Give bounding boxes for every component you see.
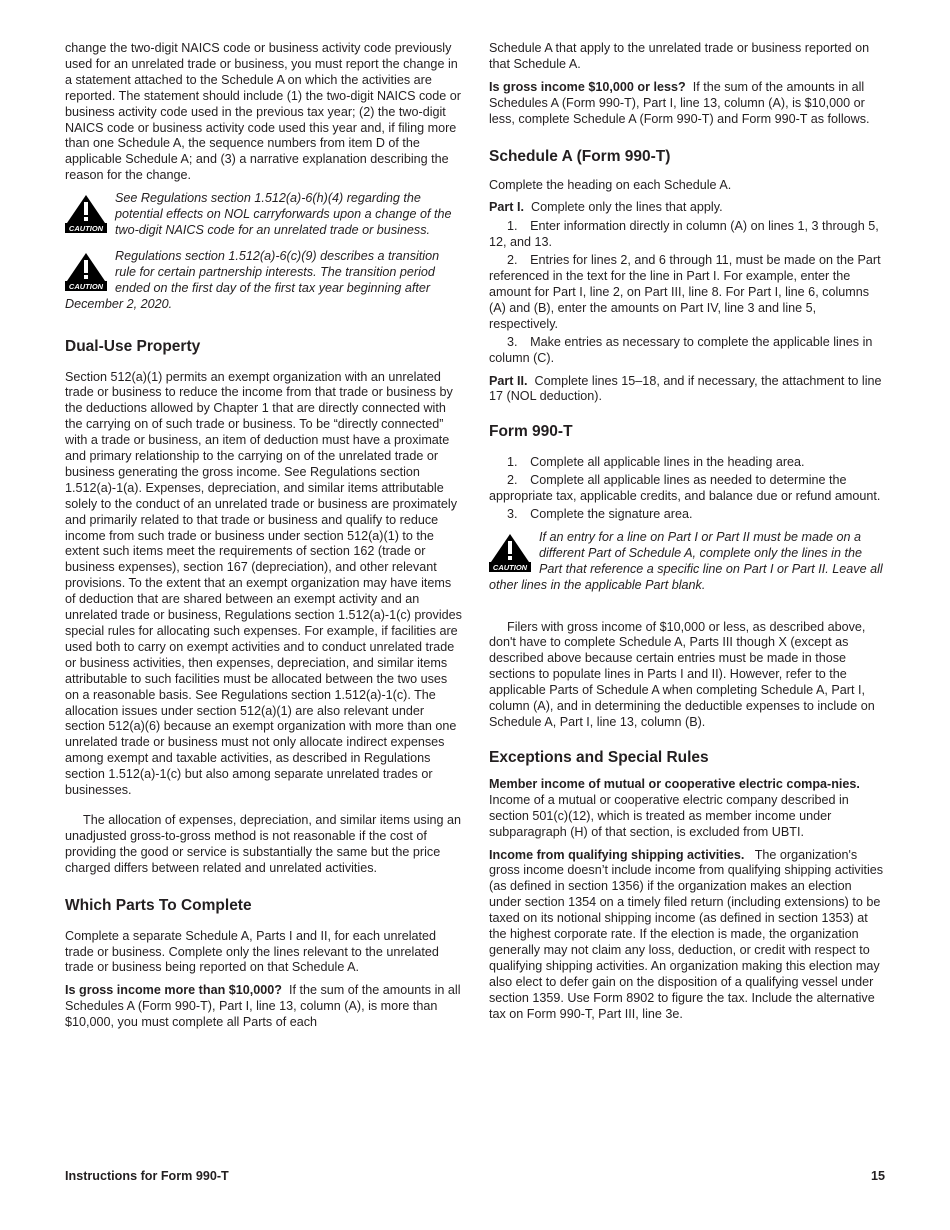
paragraph-which-parts-1: Complete a separate Schedule A, Parts I and II, for each unrelated trade or business. Complete only the lines relevant to the unrelated trade or business being reported on that Schedule A. [65,928,439,975]
left-column [65,41,462,1038]
list-item: 2. Entries for lines 2, and 6 through 11, must be made on the Part referenced in the text for the line in Part I. For example, enter the amount for Part I, line 2, on Part III, line 8. For Part I, line 6, columns (A) and (B), enter the amounts on Part IV, line 3 and line 5, respectively. [489,253,881,331]
list-item: 3. Make entries as necessary to complete the applicable lines in column (C). [489,334,873,365]
runin-gross-more: Is gross income more than $10,000? [65,983,282,998]
paragraph-member-income [489,777,886,841]
text-shipping: The organization's gross income doesn’t include income from qualifying shipping activities (as defined in section 1356) if the organization makes an election under section 1354 on a timely filed return (including extensions) to be taxed on its notional shipping income (as defined in section 1353) at the highest corporate rate. If the election is made, the organization generally may not claim any loss, deduction, or credit with respect to qualifying shipping activities. An organization making this election may also elect to defer gain on the disposition of a qualifying vessel under section 1359. Use Form 8902 to figure the tax. Include the alternative tax on Form 990-T, Part III, line 3e. [489,847,884,1021]
list-item: 1. Complete all applicable lines in the heading area. [507,455,805,470]
runin-member-income: Member income of mutual or cooperative electric compa-nies. [489,776,860,791]
runin-shipping: Income from qualifying shipping activities. [489,847,745,862]
list-item: 2. Complete all applicable lines as needed to determine the appropriate tax, applicable credits, and balance due or refund amount. [489,473,881,504]
paragraph-dual-use-1: Section 512(a)(1) permits an exempt organization with an unrelated trade or business to reduce the income from that trade or business by the deductions allowed by Chapter 1 that are directly connected with the carrying on of such trade or business. To be “directly connected” with a trade or business, an item of deduction must have a proximate and primary relationship to the carrying on of the unrelated trade or business generating the gross income. See Regulations section 1.512(a)-1(a). Expenses, depreciation, and similar items attributable solely to the conduct of an unrelated trade or business are proximately and primarily related to that trade or business and qualify to reduce income from such trade or business under section 512(a)(1) to the extent such items meet the requirements of section 162 (trade or business expenses), section 167 (depreciation), and other relevant provisions. To the extent that an exempt organization may have items of deduction that are shared between an exempt activity and an unrelated trade or business, Regulations section 1.512(a)-1(c) provides special rules for allocating such expenses. For example, if facilities are used both to carry on exempt activities and to conduct unrelated trade or business activities, then expenses, depreciation, and similar items attributable to such facilities must be allocated between the two uses on a reasonable basis. See Regulations section 1.512(a)-1(c). The allocation issues under section 512(a)(1) are also relevant under section 512(a)(6) because an exempt organization with more than one unrelated trade or business must not only allocate indirect expenses among exempt and taxable activities, as described in Regulations section 1.512(a)-1(c) but also among separate unrelated trades or businesses. [65,369,462,798]
caution-icon [65,251,107,291]
caution-icon-label: CAUTION [68,281,104,291]
paragraph-heading-each: Complete the heading on each Schedule A. [489,177,732,192]
text-part-2: Complete lines 15–18, and if necessary, the attachment to line 17 (NOL deduction). [489,373,882,404]
paragraph-filers: Filers with gross income of $10,000 or less, as described above, don't have to complete Schedule A, Parts III though X (except as described above because certain entries must be made in those sections to populate lines in Parts I and II). However, refer to the applicable Parts of Schedule A when completing Schedule A, Part I, column (A), and in determining the deductible expenses to include on Schedule A, Part I, line 13, column (B). [489,619,875,729]
heading-which-parts: Which Parts To Complete [65,896,252,914]
caution-icon [65,193,107,233]
text-gross-less: If the sum of the amounts in all Schedules A (Form 990-T), Part I, line 13, column (A), is $10,000 or less, complete Schedule A (Form 990-T) and Form 990-T as follows. [489,79,870,126]
caution-text: See Regulations section 1.512(a)-6(h)(4) regarding the potential effects on NOL carryforwards upon a change of the two-digit NAICS code for an unrelated trade or business. [115,191,452,237]
runin-part-2: Part II. [489,373,528,388]
caution-note-partnership [65,249,462,313]
paragraph-gross-more [65,983,462,1031]
paragraph-shipping [489,848,886,1023]
caution-note-nol [65,191,462,239]
caution-icon-label: CAUTION [492,562,528,572]
page-number: 15 [870,1169,885,1183]
paragraph-dual-use-2: The allocation of expenses, depreciation, and similar items using an unadjusted gross-to-gross method is not reasonable if the cost of providing the good or service is substantially the same but the price charged differs between related and unrelated activities. [65,812,462,875]
caution-note-parts [489,530,886,594]
paragraph-gross-less [489,80,886,128]
heading-schedule-a: Schedule A (Form 990-T) [489,147,671,165]
right-column [489,41,886,1030]
footer-title: Instructions for Form 990-T [65,1169,229,1183]
caution-icon-label: CAUTION [68,224,104,234]
paragraph-part-2 [489,374,886,406]
caution-text: Regulations section 1.512(a)-6(c)(9) describes a transition rule for certain partnership interests. The transition period ended on the first day of the first tax year beginning after December 2, 2020. [65,248,440,311]
paragraph-continued: Schedule A that apply to the unrelated trade or business reported on that Schedule A. [489,41,870,71]
text-gross-more: If the sum of the amounts in all Schedules A (Form 990-T), Part I, line 13, column (A), is more than $10,000, you must complete all Parts of each [65,983,461,1030]
list-item: 1. Enter information directly in column (A) on lines 1, 3 through 5, 12, and 13. [489,219,879,250]
heading-exceptions: Exceptions and Special Rules [489,748,709,766]
caution-icon [489,532,531,572]
heading-form-990t: Form 990-T [489,423,573,441]
text-part-1: Complete only the lines that apply. [531,200,723,215]
paragraph-naics-change: change the two-digit NAICS code or business activity code previously used for an unrelated trade or business, you must report the change in a statement attached to the Schedule A on which the activities are reported. The statement should include (1) the two-digit NAICS code or business activity code used in the previous tax year; (2) the two-digit NAICS code or business activity code used this year and, if filing more than one Schedule A, the sequence numbers from item D of the applicable Schedule A; and (3) a narrative explanation describing the reason for the change. [65,41,461,183]
text-member-income: Income of a mutual or cooperative electric company described in section 501(c)(12), which is treated as member income under subparagraph (H) of that section, is excluded from UBTI. [489,792,849,839]
caution-text: If an entry for a line on Part I or Part II must be made on a different Part of Schedule A, complete only the lines in the Part that reference a specific line on Part I or Part II. Leave all other lines in the applicable Part blank. [489,529,883,592]
list-item: 3. Complete the signature area. [507,507,693,522]
runin-part-1: Part I. [489,200,524,215]
heading-dual-use-property: Dual-Use Property [65,337,201,355]
paragraph-part-1 [489,200,886,216]
runin-gross-less: Is gross income $10,000 or less? [489,79,686,94]
